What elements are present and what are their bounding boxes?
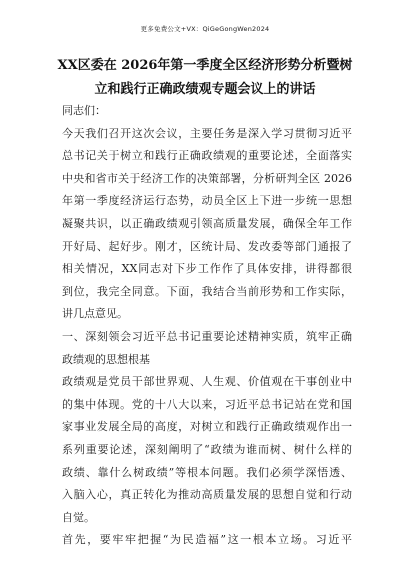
title-line-2: 立和践行正确政绩观专题会议上的讲话 (94, 82, 316, 97)
paragraph-intro (62, 123, 352, 326)
paragraph-section-1 (62, 371, 352, 529)
document-title (40, 54, 370, 102)
paragraph-line: 总书记关于树立和践行正确政绩观的重要论述，全面落实 (62, 149, 352, 163)
heading-line: 政绩观的思想根基 (62, 352, 150, 366)
salutation: 同志们： (62, 104, 106, 117)
paragraph-line: 年第一季度经济运行态势，动员全区上下进一步统一思想 (62, 194, 352, 208)
paragraph-first-point (62, 529, 352, 552)
paragraph-line: 家事业发展全局的高度，对树立和践行正确政绩观作出一 (62, 420, 352, 434)
paragraph-line: 讲几点意见。 (62, 307, 128, 321)
paragraph-line: 开好局、起好步。刚才，区统计局、发改委等部门通报了 (62, 239, 352, 253)
paragraph-line: 入脑入心，真正转化为推动高质量发展的思想自觉和行动 (62, 488, 352, 502)
title-line-1: XX区委在 2026年第一季度全区经济形势分析暨树 (57, 58, 353, 73)
paragraph-line: 首先，要牢牢把握“为民造福”这一根本立场。习近平 (62, 533, 352, 547)
paragraph-line: 到位，我完全同意。下面，我结合当前形势和工作实际， (62, 284, 352, 298)
paragraph-line: 中央和省市关于经济工作的决策部署，分析研判全区 2026 (62, 171, 352, 185)
paragraph-line: 政绩观是党员干部世界观、人生观、价值观在干事创业中 (62, 375, 352, 389)
header-note: 更多免费公文+VX：QiGeGongWen2024 (140, 25, 270, 33)
paragraph-line: 自觉。 (62, 510, 95, 524)
paragraph-line: 的集中体现。党的十八大以来，习近平总书记站在党和国 (62, 397, 352, 411)
paragraph-line: 凝聚共识，以正确政绩观引领高质量发展，确保全年工作 (62, 216, 352, 230)
document-body (62, 100, 352, 552)
paragraph-line: 今天我们召开这次会议，主要任务是深入学习贯彻习近平 (62, 126, 352, 140)
paragraph-line: 系列重要论述，深刻阐明了“政绩为谁而树、树什么样的 (62, 442, 352, 456)
section-heading-1 (62, 326, 352, 371)
heading-line: 一、深刻领会习近平总书记重要论述精神实质，筑牢正确 (62, 329, 352, 343)
paragraph-line: 相关情况，XX同志对下步工作作了具体安排，讲得都很 (62, 262, 352, 276)
paragraph-line: 政绩、靠什么树政绩”等根本问题。我们必须学深悟透、 (62, 465, 352, 479)
